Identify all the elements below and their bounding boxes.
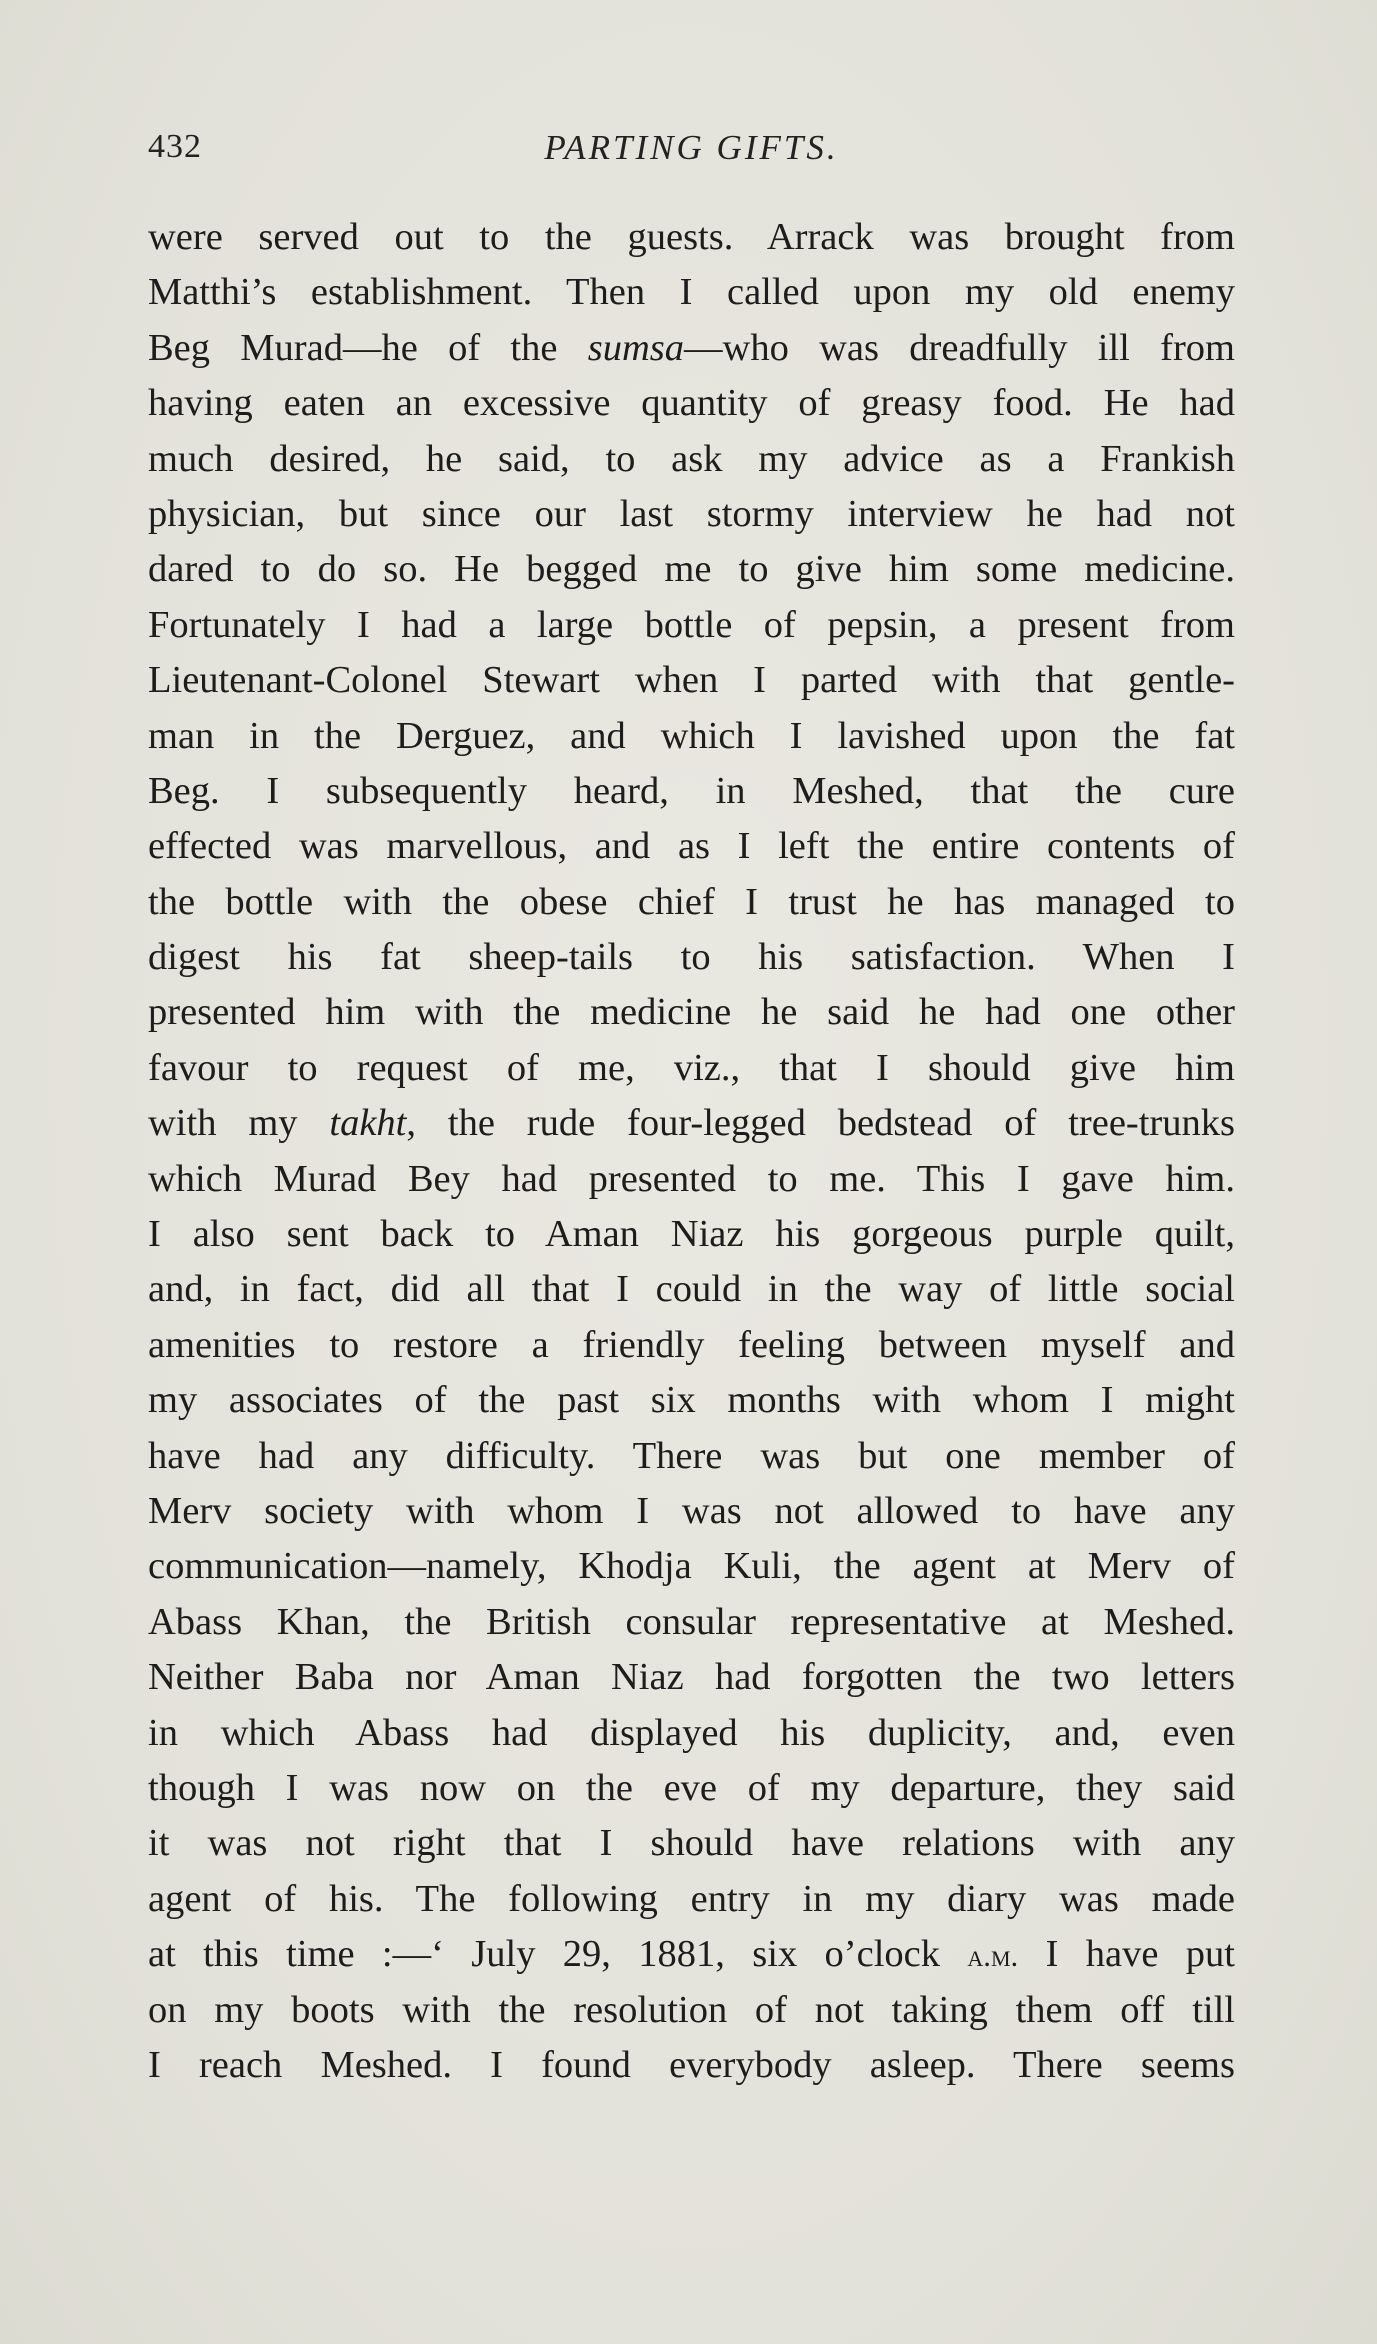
text-segment: my associates of the past six months with whom I might [148, 1379, 1235, 1422]
text-segment: at this time :—‘ July 29, 1881, six o’clock [148, 1933, 968, 1976]
text-line [148, 1927, 1235, 1982]
text-line [148, 376, 1235, 431]
text-segment: with my [148, 1102, 330, 1145]
text-segment: and, in fact, did all that I could in the way of little social [148, 1268, 1235, 1311]
text-segment: Abass Khan, the British consular representative at Meshed. [148, 1600, 1235, 1643]
text-line [148, 542, 1235, 597]
text-line [148, 709, 1235, 764]
text-line [148, 210, 1235, 265]
text-segment: which Murad Bey had presented to me. This I gave him. [148, 1157, 1235, 1200]
text-line [148, 819, 1235, 874]
text-segment: Fortunately I had a large bottle of pepsin, a present from [148, 603, 1235, 646]
italic-text: takht [329, 1102, 407, 1145]
text-segment: physician, but since our last stormy interview he had not [148, 492, 1235, 535]
text-line [148, 653, 1235, 708]
text-segment: I have put [1018, 1933, 1235, 1976]
text-line [148, 1484, 1235, 1539]
text-segment: —who was dreadfully ill from [684, 326, 1235, 369]
text-segment: much desired, he said, to ask my advice as a Frankish [148, 437, 1235, 480]
text-segment: agent of his. The following entry in my diary was made [148, 1877, 1235, 1920]
text-line [148, 1096, 1235, 1151]
text-segment: presented him with the medicine he said he had one other [148, 991, 1235, 1034]
text-segment: Matthi’s establishment. Then I called upon my old enemy [148, 271, 1235, 314]
text-line [148, 875, 1235, 930]
text-line [148, 1539, 1235, 1594]
text-segment: Neither Baba nor Aman Niaz had forgotten the two letters [148, 1656, 1235, 1699]
text-segment: have had any difficulty. There was but one member of [148, 1434, 1235, 1477]
text-segment: having eaten an excessive quantity of greasy food. He had [148, 382, 1235, 425]
text-line [148, 265, 1235, 320]
text-segment: , the rude four-legged bedstead of tree-trunks [406, 1102, 1235, 1145]
text-segment: it was not right that I should have relations with any [148, 1822, 1235, 1865]
text-line [148, 1816, 1235, 1871]
text-segment: Merv society with whom I was not allowed to have any [148, 1489, 1235, 1532]
text-line [148, 1207, 1235, 1262]
text-segment: I also sent back to Aman Niaz his gorgeous purple quilt, [148, 1213, 1235, 1256]
text-segment: effected was marvellous, and as I left the entire contents of [148, 825, 1235, 868]
text-line [148, 1983, 1235, 2038]
text-line [148, 1318, 1235, 1373]
running-title: PARTING GIFTS. [544, 128, 839, 167]
text-line [148, 321, 1235, 376]
text-line [148, 1041, 1235, 1096]
text-segment: communication—namely, Khodja Kuli, the agent at Merv of [148, 1545, 1235, 1588]
text-line [148, 985, 1235, 1040]
text-segment: Beg. I subsequently heard, in Meshed, that the cure [148, 769, 1235, 812]
text-line [148, 1429, 1235, 1484]
page-header [148, 128, 1235, 178]
text-segment: though I was now on the eve of my departure, they said [148, 1766, 1235, 1809]
text-line [148, 1373, 1235, 1428]
text-line [148, 432, 1235, 487]
text-segment: amenities to restore a friendly feeling between myself and [148, 1323, 1235, 1366]
text-segment: man in the Derguez, and which I lavished upon the fat [148, 714, 1235, 757]
text-line [148, 2038, 1235, 2093]
text-line [148, 764, 1235, 819]
text-line [148, 1872, 1235, 1927]
text-segment: on my boots with the resolution of not taking them off till [148, 1988, 1235, 2031]
text-line [148, 1650, 1235, 1705]
small-caps-text: a.m. [967, 1939, 1019, 1974]
body-text [148, 210, 1235, 2093]
text-segment: I reach Meshed. I found everybody asleep. There seems [148, 2043, 1235, 2086]
text-segment: digest his fat sheep-tails to his satisfaction. When I [148, 936, 1235, 979]
text-line [148, 487, 1235, 542]
text-line [148, 1595, 1235, 1650]
text-segment: favour to request of me, viz., that I should give him [148, 1046, 1235, 1089]
text-segment: dared to do so. He begged me to give him some medicine. [148, 548, 1235, 591]
text-segment: were served out to the guests. Arrack was brought from [148, 216, 1235, 258]
text-line [148, 1152, 1235, 1207]
text-segment: Lieutenant-Colonel Stewart when I parted with that gentle- [148, 659, 1235, 702]
text-line [148, 930, 1235, 985]
text-line [148, 1761, 1235, 1816]
page-number: 432 [148, 128, 202, 165]
text-line [148, 1262, 1235, 1317]
text-segment: in which Abass had displayed his duplicity, and, even [148, 1711, 1235, 1754]
italic-text: sumsa [587, 326, 685, 369]
text-line [148, 1706, 1235, 1761]
text-line [148, 598, 1235, 653]
text-segment: Beg Murad—he of the [148, 326, 588, 369]
text-segment: the bottle with the obese chief I trust he has managed to [148, 880, 1235, 923]
